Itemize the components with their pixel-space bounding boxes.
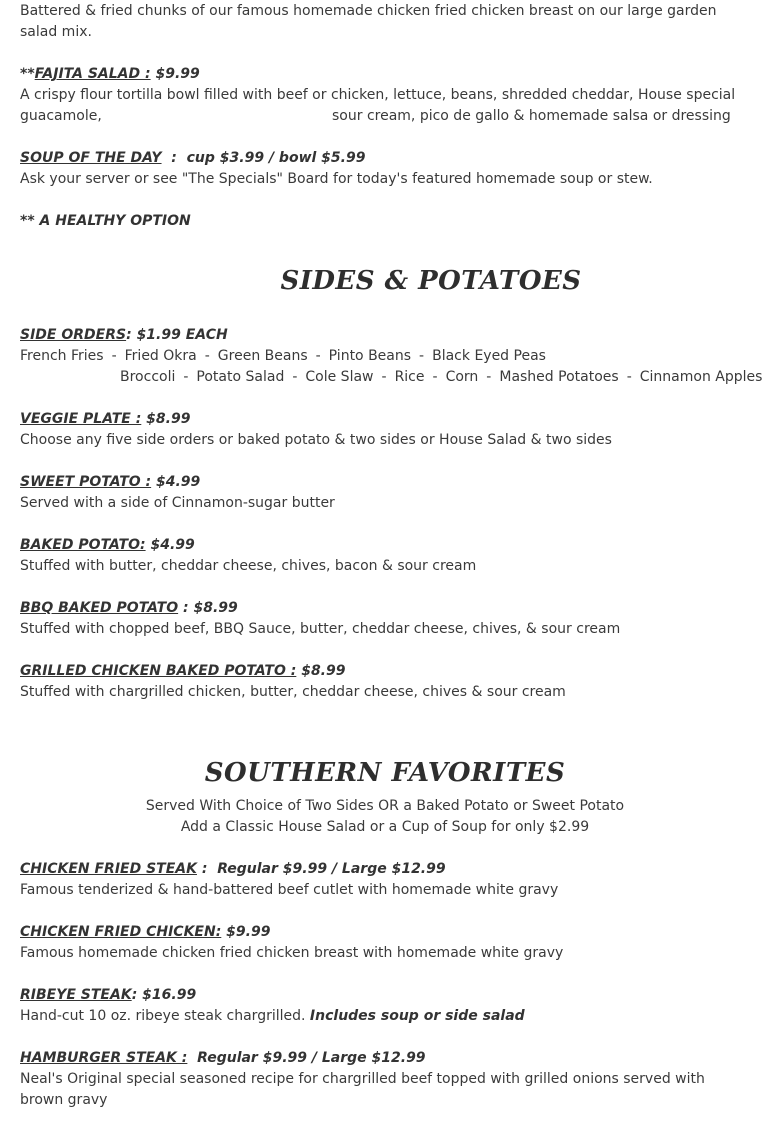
- menu-item-price: $4.99: [151, 474, 201, 490]
- side-separator: -: [111, 348, 117, 364]
- menu-item-title: [20, 661, 346, 682]
- menu-item-desc-text: Famous homemade chicken fried chicken breast with homemade white gravy: [20, 945, 564, 961]
- menu-item-desc-text: Stuffed with butter, cheddar cheese, chives, bacon & sour cream: [20, 558, 477, 574]
- menu-item-price: : $8.99: [178, 600, 238, 616]
- menu-item-name: VEGGIE PLATE :: [20, 411, 142, 427]
- soup-title: [20, 148, 365, 169]
- fajita-desc-2a: guacamole,: [20, 108, 102, 124]
- menu-item-title: [20, 859, 446, 880]
- side-order-item: French Fries: [20, 348, 104, 364]
- side-separator: -: [292, 369, 298, 385]
- fajita-title: [20, 64, 200, 85]
- fajita-prefix: **: [20, 66, 35, 82]
- menu-item-desc: [20, 1006, 740, 1027]
- menu-item-desc: [20, 682, 740, 703]
- menu-item-desc-text: Famous tenderized & hand-battered beef cutlet with homemade white gravy: [20, 882, 559, 898]
- menu-item-desc-text: Served with a side of Cinnamon-sugar butter: [20, 495, 335, 511]
- menu-item-desc: [20, 1069, 740, 1111]
- side-order-item: Black Eyed Peas: [432, 348, 546, 364]
- fajita-name: FAJITA SALAD :: [34, 66, 151, 82]
- menu-item-name: SWEET POTATO :: [20, 474, 152, 490]
- soup-price: : cup $3.99 / bowl $5.99: [161, 150, 366, 166]
- menu-item-title: [20, 1048, 426, 1069]
- intro-text: Battered & fried chunks of our famous homemade chicken fried chicken breast on our large garden salad mix.: [20, 3, 717, 40]
- side-order-item: Cinnamon Apples: [639, 369, 763, 385]
- side-separator: -: [419, 348, 425, 364]
- side-separator: -: [204, 348, 210, 364]
- fajita-desc-2b: sour cream, pico de gallo & homemade salsa or dressing: [332, 108, 731, 124]
- menu-item-price: $8.99: [296, 663, 346, 679]
- side-order-item: Pinto Beans: [328, 348, 412, 364]
- menu-item-desc: [20, 493, 740, 514]
- menu-item-desc-text: Stuffed with chopped beef, BBQ Sauce, butter, cheddar cheese, chives, & sour cream: [20, 621, 621, 637]
- menu-item-name: BAKED POTATO:: [20, 537, 146, 553]
- side-separator: -: [626, 369, 632, 385]
- menu-item-name: RIBEYE STEAK: [20, 987, 132, 1003]
- menu-item-desc-text: Hand-cut 10 oz. ribeye steak chargrilled.: [20, 1008, 306, 1024]
- menu-item-title: [20, 985, 196, 1006]
- menu-item-desc-text: Neal's Original special seasoned recipe for chargrilled beef topped with grilled onions served with brown gravy: [20, 1071, 705, 1108]
- menu-item-title: [20, 535, 195, 556]
- menu-item-desc: [20, 619, 740, 640]
- side-order-item: Green Beans: [217, 348, 308, 364]
- menu-item-price: $9.99: [221, 924, 271, 940]
- side-order-item: Fried Okra: [124, 348, 197, 364]
- side-order-item: Cole Slaw: [305, 369, 374, 385]
- southern-subtitle-1: Served With Choice of Two Sides OR a Baked Potato or Sweet Potato: [145, 798, 625, 814]
- menu-item-name: GRILLED CHICKEN BAKED POTATO :: [20, 663, 297, 679]
- menu-item-price: Regular $9.99 / Large $12.99: [187, 1050, 426, 1066]
- soup-name: SOUP OF THE DAY: [20, 150, 162, 166]
- menu-item-desc: [20, 556, 740, 577]
- side-separator: -: [183, 369, 189, 385]
- side-orders-title: [20, 325, 228, 346]
- menu-item-desc: [20, 880, 740, 901]
- menu-item-extra: Includes soup or side salad: [309, 1008, 525, 1024]
- menu-item-desc: [20, 430, 740, 451]
- menu-item-name: HAMBURGER STEAK :: [20, 1050, 188, 1066]
- menu-item-price: : $16.99: [131, 987, 197, 1003]
- side-separator: -: [315, 348, 321, 364]
- sides-heading: SIDES & POTATOES: [280, 266, 582, 296]
- soup-desc: Ask your server or see "The Specials" Board for today's featured homemade soup or stew.: [20, 171, 653, 187]
- side-order-item: Corn: [445, 369, 479, 385]
- menu-item-price: $8.99: [141, 411, 191, 427]
- side-orders-name: SIDE ORDERS: [20, 327, 127, 343]
- menu-item-title: [20, 598, 238, 619]
- healthy-note: ** A HEALTHY OPTION: [20, 213, 191, 229]
- side-orders-price: : $1.99 EACH: [126, 327, 228, 343]
- menu-item-title: [20, 922, 270, 943]
- side-separator: -: [486, 369, 492, 385]
- side-orders-row2: [120, 367, 762, 388]
- fajita-price: $9.99: [150, 66, 200, 82]
- menu-item-desc: [20, 943, 740, 964]
- menu-item-title: [20, 409, 190, 430]
- side-orders-row1: [20, 346, 546, 367]
- side-order-item: Rice: [394, 369, 425, 385]
- side-order-item: Potato Salad: [196, 369, 285, 385]
- menu-item-title: [20, 472, 200, 493]
- menu-item-desc-text: Stuffed with chargrilled chicken, butter, cheddar cheese, chives & sour cream: [20, 684, 566, 700]
- southern-heading: SOUTHERN FAVORITES: [204, 758, 566, 788]
- menu-item-name: BBQ BAKED POTATO: [20, 600, 179, 616]
- side-separator: -: [381, 369, 387, 385]
- side-separator: -: [432, 369, 438, 385]
- side-order-item: Broccoli: [120, 369, 176, 385]
- menu-item-name: CHICKEN FRIED CHICKEN:: [20, 924, 222, 940]
- menu-item-price: : Regular $9.99 / Large $12.99: [196, 861, 446, 877]
- southern-subtitle-2: Add a Classic House Salad or a Cup of Soup for only $2.99: [180, 819, 590, 835]
- side-order-item: Mashed Potatoes: [499, 369, 619, 385]
- menu-item-desc-text: Choose any five side orders or baked potato & two sides or House Salad & two sides: [20, 432, 612, 448]
- menu-item-name: CHICKEN FRIED STEAK: [20, 861, 197, 877]
- menu-item-price: $4.99: [145, 537, 195, 553]
- fajita-desc-1: A crispy flour tortilla bowl filled with beef or chicken, lettuce, beans, shredded cheddar, House special: [20, 87, 736, 103]
